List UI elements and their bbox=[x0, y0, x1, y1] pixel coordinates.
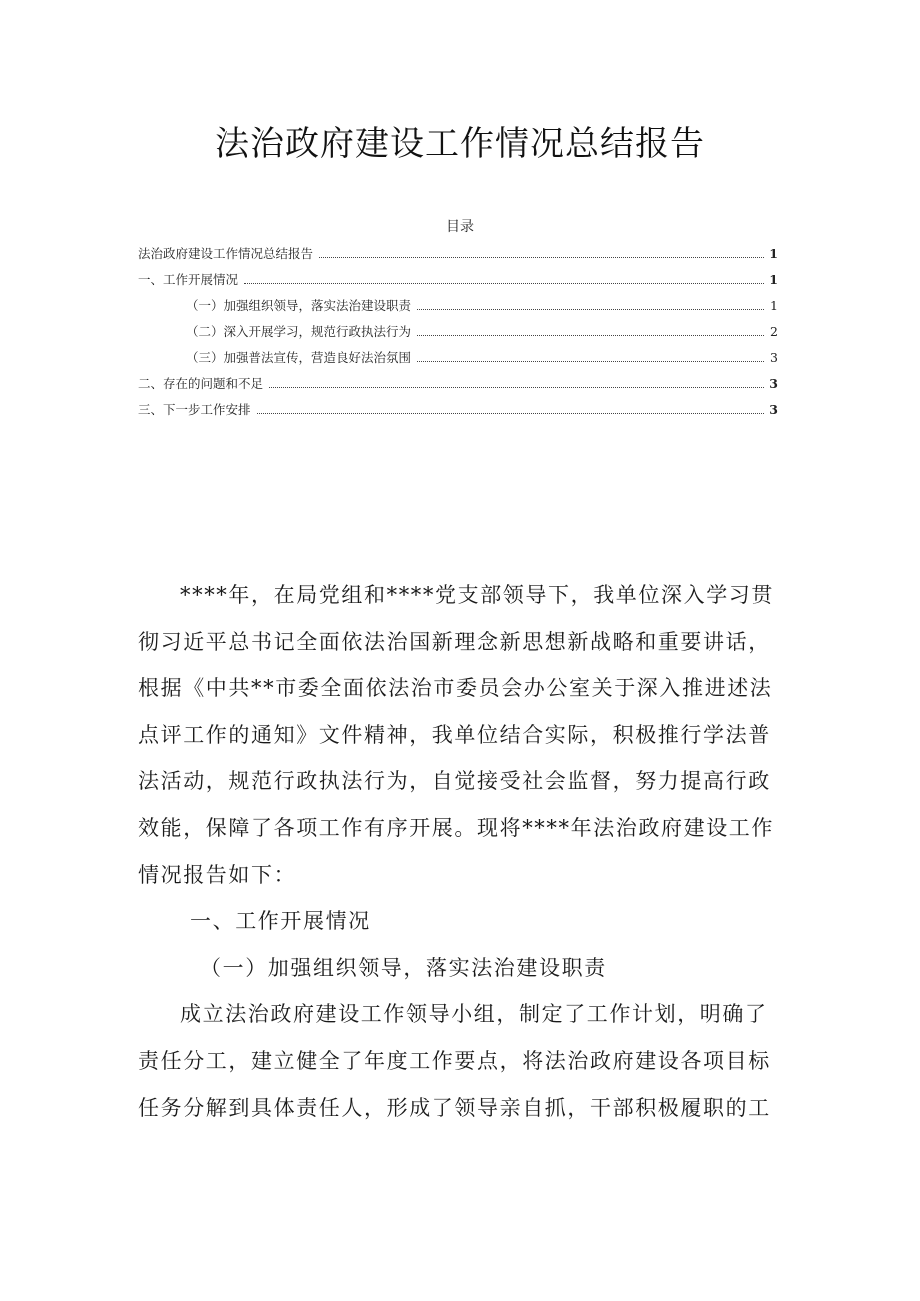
toc-entry-label: （一）加强组织领导，落实法治建设职责 bbox=[186, 298, 412, 313]
toc-entry-page: 3 bbox=[769, 376, 778, 391]
toc-entry[interactable] bbox=[138, 270, 778, 296]
toc-leader-dots bbox=[417, 334, 764, 336]
table-of-contents bbox=[138, 244, 778, 426]
toc-entry-page: 1 bbox=[770, 298, 778, 313]
subsection-heading: （一）加强组织领导，落实法治建设职责 bbox=[200, 955, 607, 980]
toc-entry-page: 1 bbox=[769, 272, 778, 287]
body-paragraph: 成立法治政府建设工作领导小组，制定了工作计划，明确了责任分工，建立健全了年度工作要点，将法治政府建设各项目标任务分解到具体责任人，形成了领导亲自抓，干部积极履职的工 bbox=[138, 1002, 771, 1120]
intro-paragraph: ****年，在局党组和****党支部领导下，我单位深入学习贯彻习近平总书记全面依法治国新理念新思想新战略和重要讲话，根据《中共**市委全面依法治市委员会办公室关于深入推进述法点评工作的通知》文件精神，我单位结合实际，积极推行学法普法活动，规范行政执法行为，自觉接受社会监督，努力提高行政效能，保障了各项工作有序开展。现将****年法治政府建设工作情况报告如下： bbox=[138, 583, 774, 887]
toc-entry-page: 2 bbox=[770, 324, 778, 339]
toc-entry-page: 1 bbox=[769, 246, 778, 261]
toc-leader-dots bbox=[417, 360, 764, 362]
document-body bbox=[138, 572, 788, 1131]
document-title: 法治政府建设工作情况总结报告 bbox=[215, 124, 705, 164]
toc-leader-dots bbox=[417, 308, 764, 310]
toc-entry-label: 法治政府建设工作情况总结报告 bbox=[138, 246, 314, 261]
toc-entry-page: 3 bbox=[769, 402, 778, 417]
toc-entry-label: 一、工作开展情况 bbox=[138, 272, 239, 287]
toc-leader-dots bbox=[244, 282, 764, 284]
toc-entry-label: （二）深入开展学习，规范行政执法行为 bbox=[186, 324, 412, 339]
toc-entry-label: 二、存在的问题和不足 bbox=[138, 376, 264, 391]
toc-entry[interactable] bbox=[138, 400, 778, 426]
toc-leader-dots bbox=[319, 256, 764, 258]
toc-leader-dots bbox=[269, 386, 764, 388]
toc-entry[interactable] bbox=[138, 244, 778, 270]
toc-entry-label: （三）加强普法宣传，营造良好法治氛围 bbox=[186, 350, 412, 365]
section-heading: 一、工作开展情况 bbox=[190, 909, 371, 934]
toc-entry[interactable] bbox=[138, 348, 778, 374]
toc-heading: 目录 bbox=[446, 219, 474, 235]
toc-leader-dots bbox=[257, 412, 764, 414]
toc-entry[interactable] bbox=[138, 374, 778, 400]
toc-entry-label: 三、下一步工作安排 bbox=[138, 402, 251, 417]
toc-entry[interactable] bbox=[138, 296, 778, 322]
toc-entry-page: 3 bbox=[770, 350, 778, 365]
toc-entry[interactable] bbox=[138, 322, 778, 348]
